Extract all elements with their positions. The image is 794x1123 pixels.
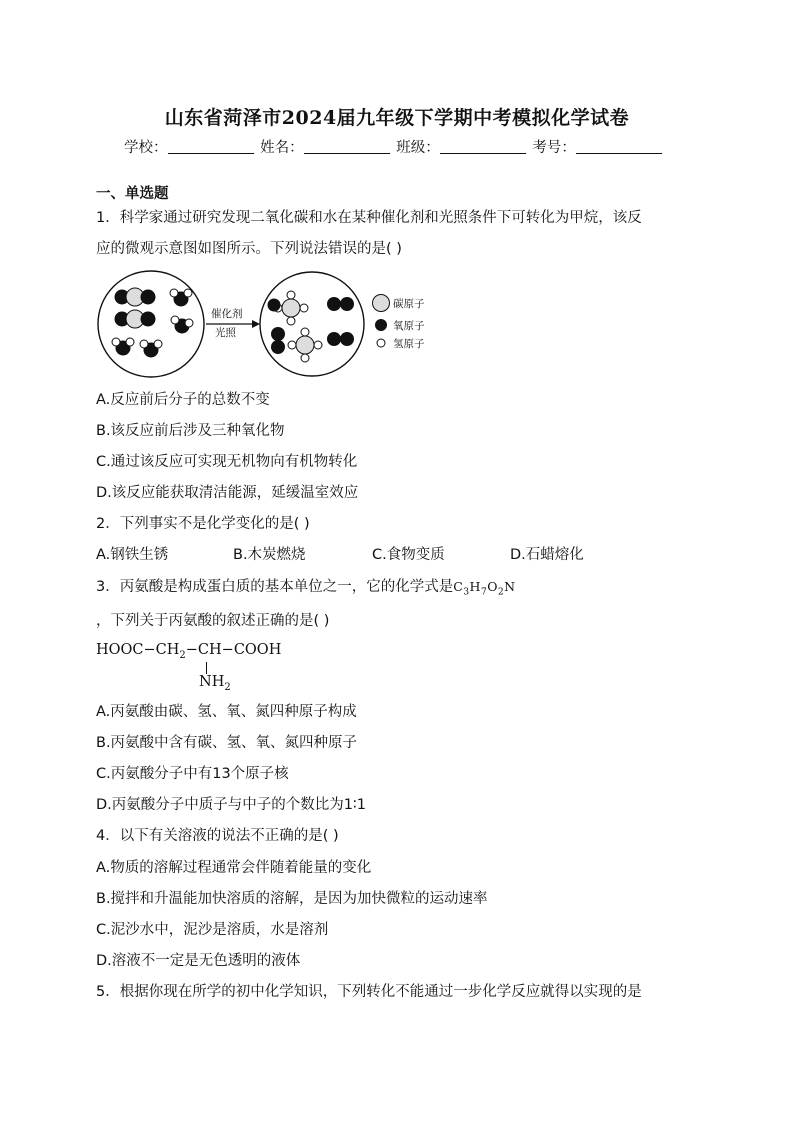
q3-option-b[interactable]: B.丙氨酸中含有碳、氢、氧、氮四种原子	[96, 735, 358, 751]
reaction-arrow-head	[252, 320, 260, 328]
q4-option-c[interactable]: C.泥沙水中，泥沙是溶质，水是溶剂	[96, 922, 329, 938]
o2-molecule	[327, 332, 354, 346]
h2o-molecule	[170, 289, 192, 306]
q1-option-b[interactable]: B.该反应前后涉及三种氧化物	[96, 423, 285, 439]
alanine-formula: $C_3H_7O_2N$	[453, 579, 516, 598]
co2-molecule	[115, 288, 155, 306]
exam-no-blank[interactable]	[576, 139, 662, 154]
q3-option-c[interactable]: C.丙氨酸分子中有13个原子核	[96, 766, 289, 782]
legend-oxygen-symbol	[375, 319, 387, 331]
q4-stem: 4．以下有关溶液的说法不正确的是( )	[96, 828, 339, 844]
q1-option-a[interactable]: A.反应前后分子的总数不变	[96, 392, 270, 408]
ch4-molecule	[288, 328, 322, 362]
structure-main-chain: $HOOC-CH_2-CH-COOH$	[96, 642, 282, 661]
q1-reaction-diagram	[94, 268, 454, 378]
h2o-molecule	[171, 316, 193, 333]
q4-option-d[interactable]: D.溶液不一定是无色透明的液体	[96, 953, 301, 969]
q2-option-b[interactable]: B.木炭燃烧	[233, 547, 306, 563]
q4-option-a[interactable]: A.物质的溶解过程通常会伴随着能量的变化	[96, 860, 372, 876]
light-label: 光照	[215, 327, 236, 339]
structure-bond	[206, 662, 207, 674]
name-blank[interactable]	[304, 139, 390, 154]
exam-title: 山东省菏泽市2024届九年级下学期中考模拟化学试卷	[164, 107, 630, 129]
q3-stem-text: 3．丙氨酸是构成蛋白质的基本单位之一，它的化学式是	[96, 579, 454, 595]
products-circle	[260, 272, 364, 376]
school-label: 学校：	[124, 140, 168, 156]
q1-option-c[interactable]: C.通过该反应可实现无机物向有机物转化	[96, 454, 358, 470]
q3-stem-line1	[96, 575, 516, 598]
section-heading: 一、单选题	[96, 186, 169, 202]
h2o-molecule	[112, 338, 134, 355]
legend-hydrogen-symbol	[377, 339, 385, 347]
q3-option-a[interactable]: A.丙氨酸由碳、氢、氧、氮四种原子构成	[96, 704, 357, 720]
legend-hydrogen-label: 氢原子	[393, 338, 425, 350]
structure-amine-group: $NH_2$	[199, 674, 231, 693]
class-blank[interactable]	[440, 139, 526, 154]
legend-oxygen-label: 氧原子	[393, 320, 425, 332]
co2-molecule	[115, 310, 155, 328]
student-info-line	[124, 136, 664, 157]
q3-stem-line2: ，下列关于丙氨酸的叙述正确的是( )	[96, 613, 330, 629]
o2-molecule	[327, 297, 354, 311]
q2-option-c[interactable]: C.食物变质	[372, 547, 445, 563]
q1-stem-line2: 应的微观示意图如图所示。下列说法错误的是( )	[96, 241, 402, 257]
o2-molecule	[271, 327, 285, 354]
q1-stem-line1: 1．科学家通过研究发现二氧化碳和水在某种催化剂和光照条件下可转化为甲烷，该反	[96, 210, 642, 226]
class-label: 班级：	[396, 140, 440, 156]
h2o-molecule	[140, 340, 162, 357]
legend-carbon-label: 碳原子	[393, 298, 425, 310]
q2-stem: 2．下列事实不是化学变化的是( )	[96, 516, 310, 532]
q2-option-d[interactable]: D.石蜡熔化	[510, 547, 584, 563]
q2-option-a[interactable]: A.钢铁生锈	[96, 547, 169, 563]
q1-option-d[interactable]: D.该反应能获取清洁能源，延缓温室效应	[96, 485, 359, 501]
legend-carbon-symbol	[373, 295, 390, 312]
q5-stem: 5．根据你现在所学的初中化学知识，下列转化不能通过一步化学反应就得以实现的是	[96, 984, 642, 1000]
o2-molecule	[268, 299, 281, 312]
school-blank[interactable]	[168, 139, 254, 154]
name-label: 姓名：	[260, 140, 304, 156]
catalyst-label: 催化剂	[211, 308, 243, 320]
alanine-structure	[96, 640, 336, 696]
q3-option-d[interactable]: D.丙氨酸分子中质子与中子的个数比为1∶1	[96, 797, 366, 813]
exam-no-label: 考号：	[532, 140, 576, 156]
q4-option-b[interactable]: B.搅拌和升温能加快溶质的溶解，是因为加快微粒的运动速率	[96, 891, 488, 907]
